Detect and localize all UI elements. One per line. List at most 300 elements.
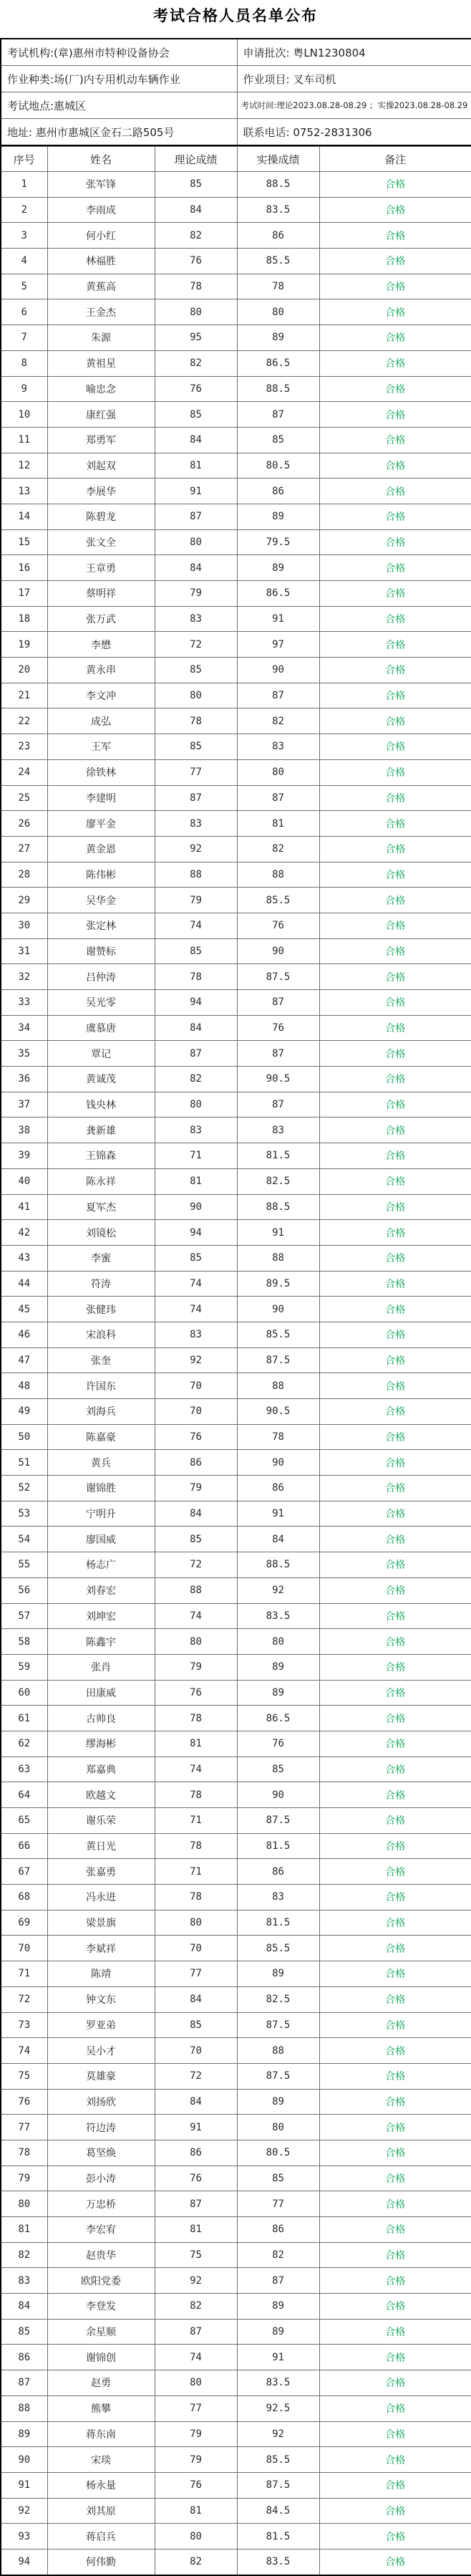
remark-cell: 合格	[319, 1782, 471, 1808]
table-row	[1, 2345, 471, 2370]
table-row	[1, 581, 471, 607]
row-no-cell: 15	[1, 529, 47, 555]
remark-cell: 合格	[319, 1731, 471, 1756]
table-row	[1, 453, 471, 479]
theory-score-cell: 85	[155, 1245, 237, 1271]
practical-score-cell: 85	[237, 1756, 319, 1782]
name-cell: 黄日光	[47, 1833, 155, 1859]
row-no-cell: 10	[1, 402, 47, 428]
table-row	[1, 632, 471, 658]
theory-score-cell: 78	[155, 1782, 237, 1808]
remark-cell: 合格	[319, 325, 471, 351]
remark-cell: 合格	[319, 2242, 471, 2268]
row-no-cell: 11	[1, 427, 47, 453]
table-row	[1, 683, 471, 708]
remark-cell: 合格	[319, 938, 471, 964]
table-row	[1, 1245, 471, 1271]
practical-score-cell: 82	[237, 2242, 319, 2268]
practical-score-cell: 78	[237, 274, 319, 299]
practical-score-cell: 88	[237, 1373, 319, 1399]
remark-cell: 合格	[319, 1450, 471, 1476]
row-no-cell: 43	[1, 1245, 47, 1271]
practical-score-cell: 79.5	[237, 529, 319, 555]
table-row	[1, 1859, 471, 1885]
name-cell: 黄祖星	[47, 350, 155, 376]
remark-cell: 合格	[319, 1347, 471, 1373]
table-row	[1, 1808, 471, 1834]
remark-cell: 合格	[319, 1577, 471, 1603]
practical-score-cell: 86	[237, 2217, 319, 2243]
practical-score-cell: 92	[237, 2421, 319, 2447]
name-cell: 万忠桥	[47, 2191, 155, 2217]
theory-score-cell: 85	[155, 658, 237, 683]
theory-score-cell: 87	[155, 2319, 237, 2345]
page-title: 考试合格人员名单公布	[153, 7, 318, 24]
theory-score-cell: 86	[155, 1450, 237, 1476]
header-index: 序号	[1, 147, 47, 172]
name-cell: 李宏宥	[47, 2217, 155, 2243]
remark-cell: 合格	[319, 274, 471, 299]
theory-score-cell: 92	[155, 1347, 237, 1373]
remark-cell: 合格	[319, 2395, 471, 2421]
practical-score-cell: 84.5	[237, 2498, 319, 2524]
remark-cell: 合格	[319, 2421, 471, 2447]
remark-cell: 合格	[319, 2549, 471, 2575]
theory-score-cell: 76	[155, 1424, 237, 1450]
row-no-cell: 22	[1, 708, 47, 734]
table-row	[1, 172, 471, 198]
practical-score-cell: 97	[237, 632, 319, 658]
theory-score-cell: 75	[155, 2242, 237, 2268]
row-no-cell: 24	[1, 759, 47, 785]
row-no-cell: 68	[1, 1885, 47, 1911]
remark-cell: 合格	[319, 632, 471, 658]
practical-score-cell: 85	[237, 2166, 319, 2191]
theory-score-cell: 74	[155, 1297, 237, 1322]
theory-score-cell: 74	[155, 1271, 237, 1297]
table-row	[1, 197, 471, 223]
practical-score-cell: 85.5	[237, 888, 319, 913]
practical-score-cell: 88	[237, 2038, 319, 2064]
row-no-cell: 58	[1, 1629, 47, 1655]
theory-score-cell: 85	[155, 172, 237, 198]
row-no-cell: 19	[1, 632, 47, 658]
remark-cell: 合格	[319, 249, 471, 274]
practical-score-cell: 81	[237, 811, 319, 837]
name-cell: 梁景旗	[47, 1910, 155, 1936]
table-row	[1, 1629, 471, 1655]
practical-score-cell: 83.5	[237, 2549, 319, 2575]
name-cell: 陈嘉豪	[47, 1424, 155, 1450]
remark-cell: 合格	[319, 1424, 471, 1450]
row-no-cell: 82	[1, 2242, 47, 2268]
table-row	[1, 913, 471, 938]
row-no-cell: 62	[1, 1731, 47, 1756]
table-row	[1, 1143, 471, 1169]
theory-score-cell: 88	[155, 1577, 237, 1603]
name-cell: 郑勇军	[47, 427, 155, 453]
info-row	[1, 66, 471, 92]
practical-score-cell: 89	[237, 2319, 319, 2345]
remark-cell: 合格	[319, 2012, 471, 2038]
remark-cell: 合格	[319, 453, 471, 479]
row-no-cell: 23	[1, 734, 47, 760]
row-no-cell: 32	[1, 964, 47, 990]
practical-score-cell: 90.5	[237, 1067, 319, 1092]
name-cell: 陈碧龙	[47, 504, 155, 529]
remark-cell: 合格	[319, 990, 471, 1016]
row-no-cell: 65	[1, 1808, 47, 1834]
table-row	[1, 1577, 471, 1603]
name-cell: 李斌祥	[47, 1936, 155, 1961]
name-cell: 古帅良	[47, 1706, 155, 1731]
remark-cell: 合格	[319, 172, 471, 198]
theory-score-cell: 74	[155, 1603, 237, 1629]
practical-score-cell: 87	[237, 1041, 319, 1067]
row-no-cell: 45	[1, 1297, 47, 1322]
practical-score-cell: 80	[237, 1629, 319, 1655]
practical-score-cell: 89	[237, 504, 319, 529]
header-name: 姓名	[47, 147, 155, 172]
row-no-cell: 3	[1, 223, 47, 249]
remark-cell: 合格	[319, 1936, 471, 1961]
theory-score-cell: 84	[155, 427, 237, 453]
table-row	[1, 2268, 471, 2294]
remark-cell: 合格	[319, 2217, 471, 2243]
table-row	[1, 1731, 471, 1756]
practical-score-cell: 77	[237, 2191, 319, 2217]
name-cell: 刘起双	[47, 453, 155, 479]
theory-score-cell: 78	[155, 1706, 237, 1731]
work-project-cell: 作业项目: 叉车司机	[237, 66, 471, 92]
theory-score-cell: 84	[155, 2089, 237, 2115]
practical-score-cell: 80	[237, 759, 319, 785]
header-theory-score: 理论成绩	[155, 147, 237, 172]
theory-score-cell: 72	[155, 632, 237, 658]
table-row	[1, 1322, 471, 1347]
table-row	[1, 1986, 471, 2012]
practical-score-cell: 87.5	[237, 2012, 319, 2038]
table-row	[1, 350, 471, 376]
practical-score-cell: 92	[237, 1577, 319, 1603]
remark-cell: 合格	[319, 2166, 471, 2191]
practical-score-cell: 89	[237, 1654, 319, 1680]
theory-score-cell: 70	[155, 1373, 237, 1399]
remark-cell: 合格	[319, 555, 471, 581]
name-cell: 陈靖	[47, 1961, 155, 1987]
name-cell: 刘镜松	[47, 1220, 155, 1246]
remark-cell: 合格	[319, 964, 471, 990]
theory-score-cell: 94	[155, 1220, 237, 1246]
remark-cell: 合格	[319, 1168, 471, 1194]
practical-score-cell: 90.5	[237, 1399, 319, 1425]
remark-cell: 合格	[319, 376, 471, 402]
table-row	[1, 964, 471, 990]
theory-score-cell: 91	[155, 2115, 237, 2140]
table-row	[1, 1527, 471, 1552]
theory-score-cell: 79	[155, 2421, 237, 2447]
theory-score-cell: 85	[155, 938, 237, 964]
remark-cell: 合格	[319, 785, 471, 811]
name-cell: 张嘉勇	[47, 1859, 155, 1885]
table-row	[1, 299, 471, 325]
name-cell: 赵贵华	[47, 2242, 155, 2268]
theory-score-cell: 90	[155, 1194, 237, 1220]
name-cell: 朱源	[47, 325, 155, 351]
practical-score-cell: 82.5	[237, 1168, 319, 1194]
remark-cell: 合格	[319, 1322, 471, 1347]
row-no-cell: 20	[1, 658, 47, 683]
remark-cell: 合格	[319, 1373, 471, 1399]
theory-score-cell: 81	[155, 1168, 237, 1194]
row-no-cell: 60	[1, 1680, 47, 1706]
name-cell: 张万武	[47, 606, 155, 632]
practical-score-cell: 86.5	[237, 581, 319, 607]
name-cell: 张军锋	[47, 172, 155, 198]
remark-cell: 合格	[319, 1706, 471, 1731]
theory-score-cell: 84	[155, 197, 237, 223]
practical-score-cell: 87	[237, 683, 319, 708]
practical-score-cell: 87	[237, 785, 319, 811]
row-no-cell: 54	[1, 1527, 47, 1552]
table-row	[1, 888, 471, 913]
remark-cell: 合格	[319, 1297, 471, 1322]
name-cell: 刘坤宏	[47, 1603, 155, 1629]
row-no-cell: 12	[1, 453, 47, 479]
table-row	[1, 1092, 471, 1118]
theory-score-cell: 84	[155, 555, 237, 581]
name-cell: 王金杰	[47, 299, 155, 325]
row-no-cell: 55	[1, 1552, 47, 1578]
table-row	[1, 325, 471, 351]
exam-location-cell: 考试地点:惠城区	[1, 92, 237, 119]
row-no-cell: 9	[1, 376, 47, 402]
row-no-cell: 50	[1, 1424, 47, 1450]
theory-score-cell: 85	[155, 402, 237, 428]
theory-score-cell: 83	[155, 606, 237, 632]
practical-score-cell: 86.5	[237, 1706, 319, 1731]
remark-cell: 合格	[319, 197, 471, 223]
practical-score-cell: 78	[237, 1424, 319, 1450]
theory-score-cell: 79	[155, 581, 237, 607]
remark-cell: 合格	[319, 2063, 471, 2089]
table-row	[1, 1015, 471, 1041]
table-row	[1, 1194, 471, 1220]
theory-score-cell: 79	[155, 1654, 237, 1680]
table-row	[1, 529, 471, 555]
practical-score-cell: 88.5	[237, 1552, 319, 1578]
practical-score-cell: 87.5	[237, 2063, 319, 2089]
practical-score-cell: 86	[237, 479, 319, 504]
remark-cell: 合格	[319, 2115, 471, 2140]
remark-cell: 合格	[319, 529, 471, 555]
theory-score-cell: 85	[155, 734, 237, 760]
practical-score-cell: 85.5	[237, 1322, 319, 1347]
row-no-cell: 26	[1, 811, 47, 837]
row-no-cell: 48	[1, 1373, 47, 1399]
row-no-cell: 78	[1, 2140, 47, 2166]
row-no-cell: 35	[1, 1041, 47, 1067]
row-no-cell: 5	[1, 274, 47, 299]
name-cell: 张肖	[47, 1654, 155, 1680]
remark-cell: 合格	[319, 759, 471, 785]
name-cell: 杨永量	[47, 2472, 155, 2498]
name-cell: 李建明	[47, 785, 155, 811]
table-row	[1, 2063, 471, 2089]
theory-score-cell: 76	[155, 1680, 237, 1706]
row-no-cell: 18	[1, 606, 47, 632]
practical-score-cell: 83.5	[237, 2370, 319, 2396]
info-row	[1, 39, 471, 66]
name-cell: 黄永串	[47, 658, 155, 683]
name-cell: 黄蕉高	[47, 274, 155, 299]
practical-score-cell: 91	[237, 606, 319, 632]
name-cell: 宋琰	[47, 2447, 155, 2473]
name-cell: 田康威	[47, 1680, 155, 1706]
theory-score-cell: 71	[155, 1808, 237, 1834]
remark-cell: 合格	[319, 299, 471, 325]
theory-score-cell: 83	[155, 811, 237, 837]
theory-score-cell: 72	[155, 2063, 237, 2089]
row-no-cell: 30	[1, 913, 47, 938]
row-no-cell: 85	[1, 2319, 47, 2345]
remark-cell: 合格	[319, 1245, 471, 1271]
remark-cell: 合格	[319, 708, 471, 734]
name-cell: 陈永祥	[47, 1168, 155, 1194]
remark-cell: 合格	[319, 1680, 471, 1706]
table-row	[1, 2242, 471, 2268]
name-cell: 宋浪科	[47, 1322, 155, 1347]
table-row	[1, 2370, 471, 2396]
theory-score-cell: 79	[155, 888, 237, 913]
theory-score-cell: 84	[155, 1015, 237, 1041]
row-no-cell: 27	[1, 836, 47, 862]
row-no-cell: 57	[1, 1603, 47, 1629]
remark-cell: 合格	[319, 1859, 471, 1885]
practical-score-cell: 87	[237, 2268, 319, 2294]
theory-score-cell: 87	[155, 1041, 237, 1067]
row-no-cell: 59	[1, 1654, 47, 1680]
name-cell: 龚新雄	[47, 1118, 155, 1143]
name-cell: 李文冲	[47, 683, 155, 708]
name-cell: 夏军杰	[47, 1194, 155, 1220]
name-cell: 彭小涛	[47, 2166, 155, 2191]
theory-score-cell: 92	[155, 2268, 237, 2294]
table-row	[1, 1347, 471, 1373]
exam-time-cell: 考试时间:理论2023.08.28-08.29 ；实操2023.08.28-08.29	[237, 92, 471, 119]
remark-cell: 合格	[319, 581, 471, 607]
table-row	[1, 1936, 471, 1961]
remark-cell: 合格	[319, 350, 471, 376]
remark-cell: 合格	[319, 1476, 471, 1501]
table-row	[1, 2191, 471, 2217]
theory-score-cell: 77	[155, 2395, 237, 2421]
name-cell: 陈鑫宇	[47, 1629, 155, 1655]
remark-cell: 合格	[319, 1067, 471, 1092]
theory-score-cell: 83	[155, 1322, 237, 1347]
row-no-cell: 76	[1, 2089, 47, 2115]
table-row	[1, 1782, 471, 1808]
name-cell: 熊攀	[47, 2395, 155, 2421]
table-row	[1, 2038, 471, 2064]
practical-score-cell: 81.5	[237, 1833, 319, 1859]
table-row	[1, 2524, 471, 2549]
row-no-cell: 56	[1, 1577, 47, 1603]
practical-score-cell: 82	[237, 836, 319, 862]
theory-score-cell: 91	[155, 479, 237, 504]
table-row	[1, 2549, 471, 2575]
practical-score-cell: 88	[237, 862, 319, 888]
name-cell: 欧阳党委	[47, 2268, 155, 2294]
remark-cell: 合格	[319, 1041, 471, 1067]
theory-score-cell: 70	[155, 1936, 237, 1961]
table-row	[1, 759, 471, 785]
practical-score-cell: 83.5	[237, 197, 319, 223]
table-row	[1, 2447, 471, 2473]
theory-score-cell: 86	[155, 2140, 237, 2166]
practical-score-cell: 87.5	[237, 964, 319, 990]
name-cell: 冯永进	[47, 1885, 155, 1911]
row-no-cell: 47	[1, 1347, 47, 1373]
practical-score-cell: 89	[237, 1961, 319, 1987]
row-no-cell: 73	[1, 2012, 47, 2038]
theory-score-cell: 87	[155, 785, 237, 811]
theory-score-cell: 85	[155, 1527, 237, 1552]
theory-score-cell: 81	[155, 453, 237, 479]
name-cell: 莫雄豪	[47, 2063, 155, 2089]
name-cell: 吴光零	[47, 990, 155, 1016]
theory-score-cell: 80	[155, 683, 237, 708]
row-no-cell: 74	[1, 2038, 47, 2064]
table-row	[1, 2012, 471, 2038]
table-row	[1, 1910, 471, 1936]
table-row	[1, 1220, 471, 1246]
info-row	[1, 92, 471, 119]
name-cell: 成弘	[47, 708, 155, 734]
table-row	[1, 1706, 471, 1731]
name-cell: 喻忠念	[47, 376, 155, 402]
table-row	[1, 1067, 471, 1092]
table-row	[1, 862, 471, 888]
remark-cell: 合格	[319, 402, 471, 428]
remark-cell: 合格	[319, 1808, 471, 1834]
theory-score-cell: 77	[155, 759, 237, 785]
practical-score-cell: 80.5	[237, 2140, 319, 2166]
name-cell: 谢乐荣	[47, 1808, 155, 1834]
theory-score-cell: 71	[155, 1859, 237, 1885]
remark-cell: 合格	[319, 836, 471, 862]
table-row	[1, 427, 471, 453]
table-row	[1, 1603, 471, 1629]
row-no-cell: 61	[1, 1706, 47, 1731]
row-no-cell: 13	[1, 479, 47, 504]
practical-score-cell: 80	[237, 2115, 319, 2140]
table-row	[1, 658, 471, 683]
name-cell: 李展华	[47, 479, 155, 504]
practical-score-cell: 83	[237, 734, 319, 760]
practical-score-cell: 89.5	[237, 1271, 319, 1297]
theory-score-cell: 71	[155, 1143, 237, 1169]
remark-cell: 合格	[319, 223, 471, 249]
name-cell: 黄金恩	[47, 836, 155, 862]
practical-score-cell: 83	[237, 1885, 319, 1911]
name-cell: 葛坚焕	[47, 2140, 155, 2166]
remark-cell: 合格	[319, 811, 471, 837]
name-cell: 刘春宏	[47, 1577, 155, 1603]
name-cell: 刘海兵	[47, 1399, 155, 1425]
remark-cell: 合格	[319, 2524, 471, 2549]
name-cell: 蔡明祥	[47, 581, 155, 607]
